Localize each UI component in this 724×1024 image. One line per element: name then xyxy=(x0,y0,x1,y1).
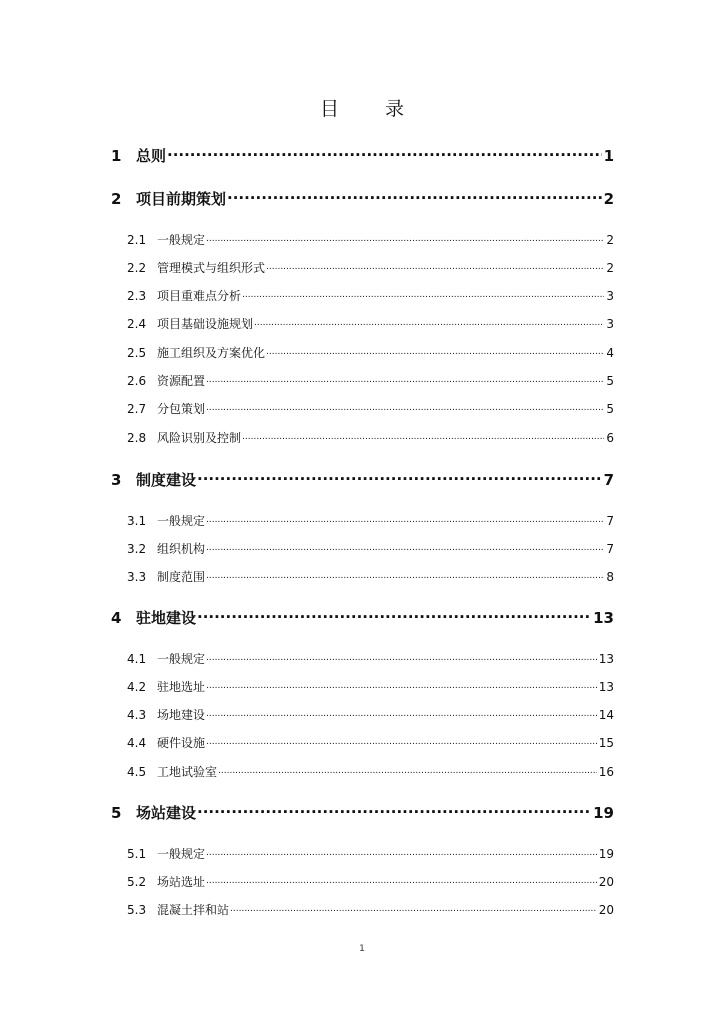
toc-entry-label: 场站建设 xyxy=(136,804,197,822)
toc-title: 目 录 xyxy=(319,98,425,120)
toc-dot-leader xyxy=(242,288,604,300)
toc-entry-label: 场站选址 xyxy=(157,875,206,889)
toc-entry-page: 15 xyxy=(598,736,614,750)
toc-section-entry[interactable] xyxy=(127,568,614,585)
toc-entry-label: 硬件设施 xyxy=(157,736,206,750)
toc-dot-leader xyxy=(206,679,597,691)
toc-dot-leader xyxy=(266,345,604,357)
toc-section-entry[interactable] xyxy=(127,763,614,780)
toc-entry-label: 驻地选址 xyxy=(157,680,206,694)
toc-section-entry[interactable] xyxy=(127,650,614,667)
toc-entry-page: 5 xyxy=(606,402,614,416)
toc-entry-label: 一般规定 xyxy=(157,847,206,861)
toc-entry-page: 2 xyxy=(603,190,614,208)
toc-entry-label: 施工组织及方案优化 xyxy=(157,346,266,360)
toc-entry-number: 4.3 xyxy=(127,708,147,722)
toc-entry-page: 7 xyxy=(606,514,614,528)
toc-entry-label: 工地试验室 xyxy=(157,765,218,779)
toc-section-entry[interactable] xyxy=(127,429,614,446)
page-number: 1 xyxy=(359,944,365,954)
toc-entry-page: 16 xyxy=(598,765,614,779)
toc-entry-page: 3 xyxy=(606,317,614,331)
toc-entry-page: 19 xyxy=(598,847,614,861)
toc-entry-label: 组织机构 xyxy=(157,542,206,556)
toc-section-entry[interactable] xyxy=(127,231,614,248)
toc-entry-number: 4.1 xyxy=(127,652,147,666)
toc-entry-number: 4.4 xyxy=(127,736,147,750)
toc-entry-page: 1 xyxy=(603,147,614,165)
toc-entry-label: 一般规定 xyxy=(157,514,206,528)
toc-entry-label: 驻地建设 xyxy=(136,609,197,627)
toc-section-entry[interactable] xyxy=(127,400,614,417)
toc-entry-number: 2.6 xyxy=(127,374,147,388)
toc-dot-leader xyxy=(206,707,597,719)
toc-dot-leader xyxy=(206,569,604,581)
toc-section-entry[interactable] xyxy=(127,372,614,389)
toc-section-entry[interactable] xyxy=(127,706,614,723)
toc-dot-leader xyxy=(167,146,602,161)
toc-entry-label: 项目重难点分析 xyxy=(157,289,242,303)
toc-dot-leader xyxy=(206,401,604,413)
toc-section-entry[interactable] xyxy=(127,873,614,890)
toc-entry-number: 5.3 xyxy=(127,903,147,917)
toc-entry-label: 一般规定 xyxy=(157,233,206,247)
toc-section-entry[interactable] xyxy=(127,901,614,918)
toc-chapter-entry[interactable] xyxy=(111,145,614,166)
toc-entry-label: 项目前期策划 xyxy=(136,190,227,208)
toc-entry-label: 制度建设 xyxy=(136,471,197,489)
toc-entry-number: 2.2 xyxy=(127,261,147,275)
toc-entry-page: 14 xyxy=(598,708,614,722)
toc-entry-number: 2.4 xyxy=(127,317,147,331)
toc-entry-page: 4 xyxy=(606,346,614,360)
toc-dot-leader xyxy=(197,470,602,485)
toc-entry-page: 7 xyxy=(603,471,614,489)
toc-section-entry[interactable] xyxy=(127,678,614,695)
toc-dot-leader xyxy=(206,232,604,244)
toc-section-entry[interactable] xyxy=(127,315,614,332)
toc-section-entry[interactable] xyxy=(127,287,614,304)
toc-entry-page: 2 xyxy=(606,261,614,275)
toc-dot-leader xyxy=(230,902,597,914)
toc-entry-number: 3.2 xyxy=(127,542,147,556)
toc-entry-number: 2.7 xyxy=(127,402,147,416)
toc-entry-page: 5 xyxy=(606,374,614,388)
toc-entry-label: 一般规定 xyxy=(157,652,206,666)
toc-entry-page: 13 xyxy=(598,680,614,694)
toc-entry-page: 20 xyxy=(598,903,614,917)
toc-section-entry[interactable] xyxy=(127,259,614,276)
toc-entry-page: 20 xyxy=(598,875,614,889)
toc-entry-label: 总则 xyxy=(136,147,167,165)
toc-section-entry[interactable] xyxy=(127,845,614,862)
toc-entry-number: 4 xyxy=(111,609,122,627)
toc-dot-leader xyxy=(254,316,604,328)
toc-entry-number: 2.8 xyxy=(127,431,147,445)
toc-chapter-entry[interactable] xyxy=(111,188,614,209)
toc-entry-label: 场地建设 xyxy=(157,708,206,722)
toc-entry-number: 5.2 xyxy=(127,875,147,889)
toc-dot-leader xyxy=(206,735,597,747)
toc-entry-number: 4.2 xyxy=(127,680,147,694)
toc-entry-page: 2 xyxy=(606,233,614,247)
toc-entry-label: 管理模式与组织形式 xyxy=(157,261,266,275)
toc-entry-number: 4.5 xyxy=(127,765,147,779)
toc-entry-number: 3 xyxy=(111,471,122,489)
toc-dot-leader xyxy=(197,803,591,818)
toc-dot-leader xyxy=(206,846,597,858)
toc-entry-label: 项目基础设施规划 xyxy=(157,317,254,331)
toc-chapter-entry[interactable] xyxy=(111,607,614,628)
toc-chapter-entry[interactable] xyxy=(111,802,614,823)
toc-section-entry[interactable] xyxy=(127,344,614,361)
toc-entry-number: 2.5 xyxy=(127,346,147,360)
toc-entry-number: 1 xyxy=(111,147,122,165)
toc-entry-page: 13 xyxy=(593,609,614,627)
toc-entry-number: 5.1 xyxy=(127,847,147,861)
toc-section-entry[interactable] xyxy=(127,540,614,557)
toc-entry-page: 7 xyxy=(606,542,614,556)
toc-dot-leader xyxy=(266,260,604,272)
toc-entry-number: 2.3 xyxy=(127,289,147,303)
toc-dot-leader xyxy=(227,189,602,204)
toc-dot-leader xyxy=(197,608,591,623)
toc-chapter-entry[interactable] xyxy=(111,469,614,490)
toc-entry-label: 制度范围 xyxy=(157,570,206,584)
toc-dot-leader xyxy=(206,874,597,886)
toc-entry-page: 3 xyxy=(606,289,614,303)
toc-entry-label: 资源配置 xyxy=(157,374,206,388)
toc-entry-page: 13 xyxy=(598,652,614,666)
toc-dot-leader xyxy=(206,513,604,525)
toc-entry-number: 3.3 xyxy=(127,570,147,584)
toc-dot-leader xyxy=(218,764,597,776)
toc-entry-number: 3.1 xyxy=(127,514,147,528)
toc-dot-leader xyxy=(206,541,604,553)
toc-entry-page: 8 xyxy=(606,570,614,584)
toc-entry-page: 6 xyxy=(606,431,614,445)
toc-entry-page: 19 xyxy=(593,804,614,822)
toc-entry-label: 风险识别及控制 xyxy=(157,431,242,445)
toc-dot-leader xyxy=(206,651,597,663)
toc-section-entry[interactable] xyxy=(127,734,614,751)
toc-section-entry[interactable] xyxy=(127,512,614,529)
toc-entry-label: 分包策划 xyxy=(157,402,206,416)
toc-entry-number: 2.1 xyxy=(127,233,147,247)
toc-dot-leader xyxy=(206,373,604,385)
toc-entry-number: 2 xyxy=(111,190,122,208)
toc-dot-leader xyxy=(242,430,604,442)
toc-entry-number: 5 xyxy=(111,804,122,822)
toc-entry-label: 混凝土拌和站 xyxy=(157,903,230,917)
